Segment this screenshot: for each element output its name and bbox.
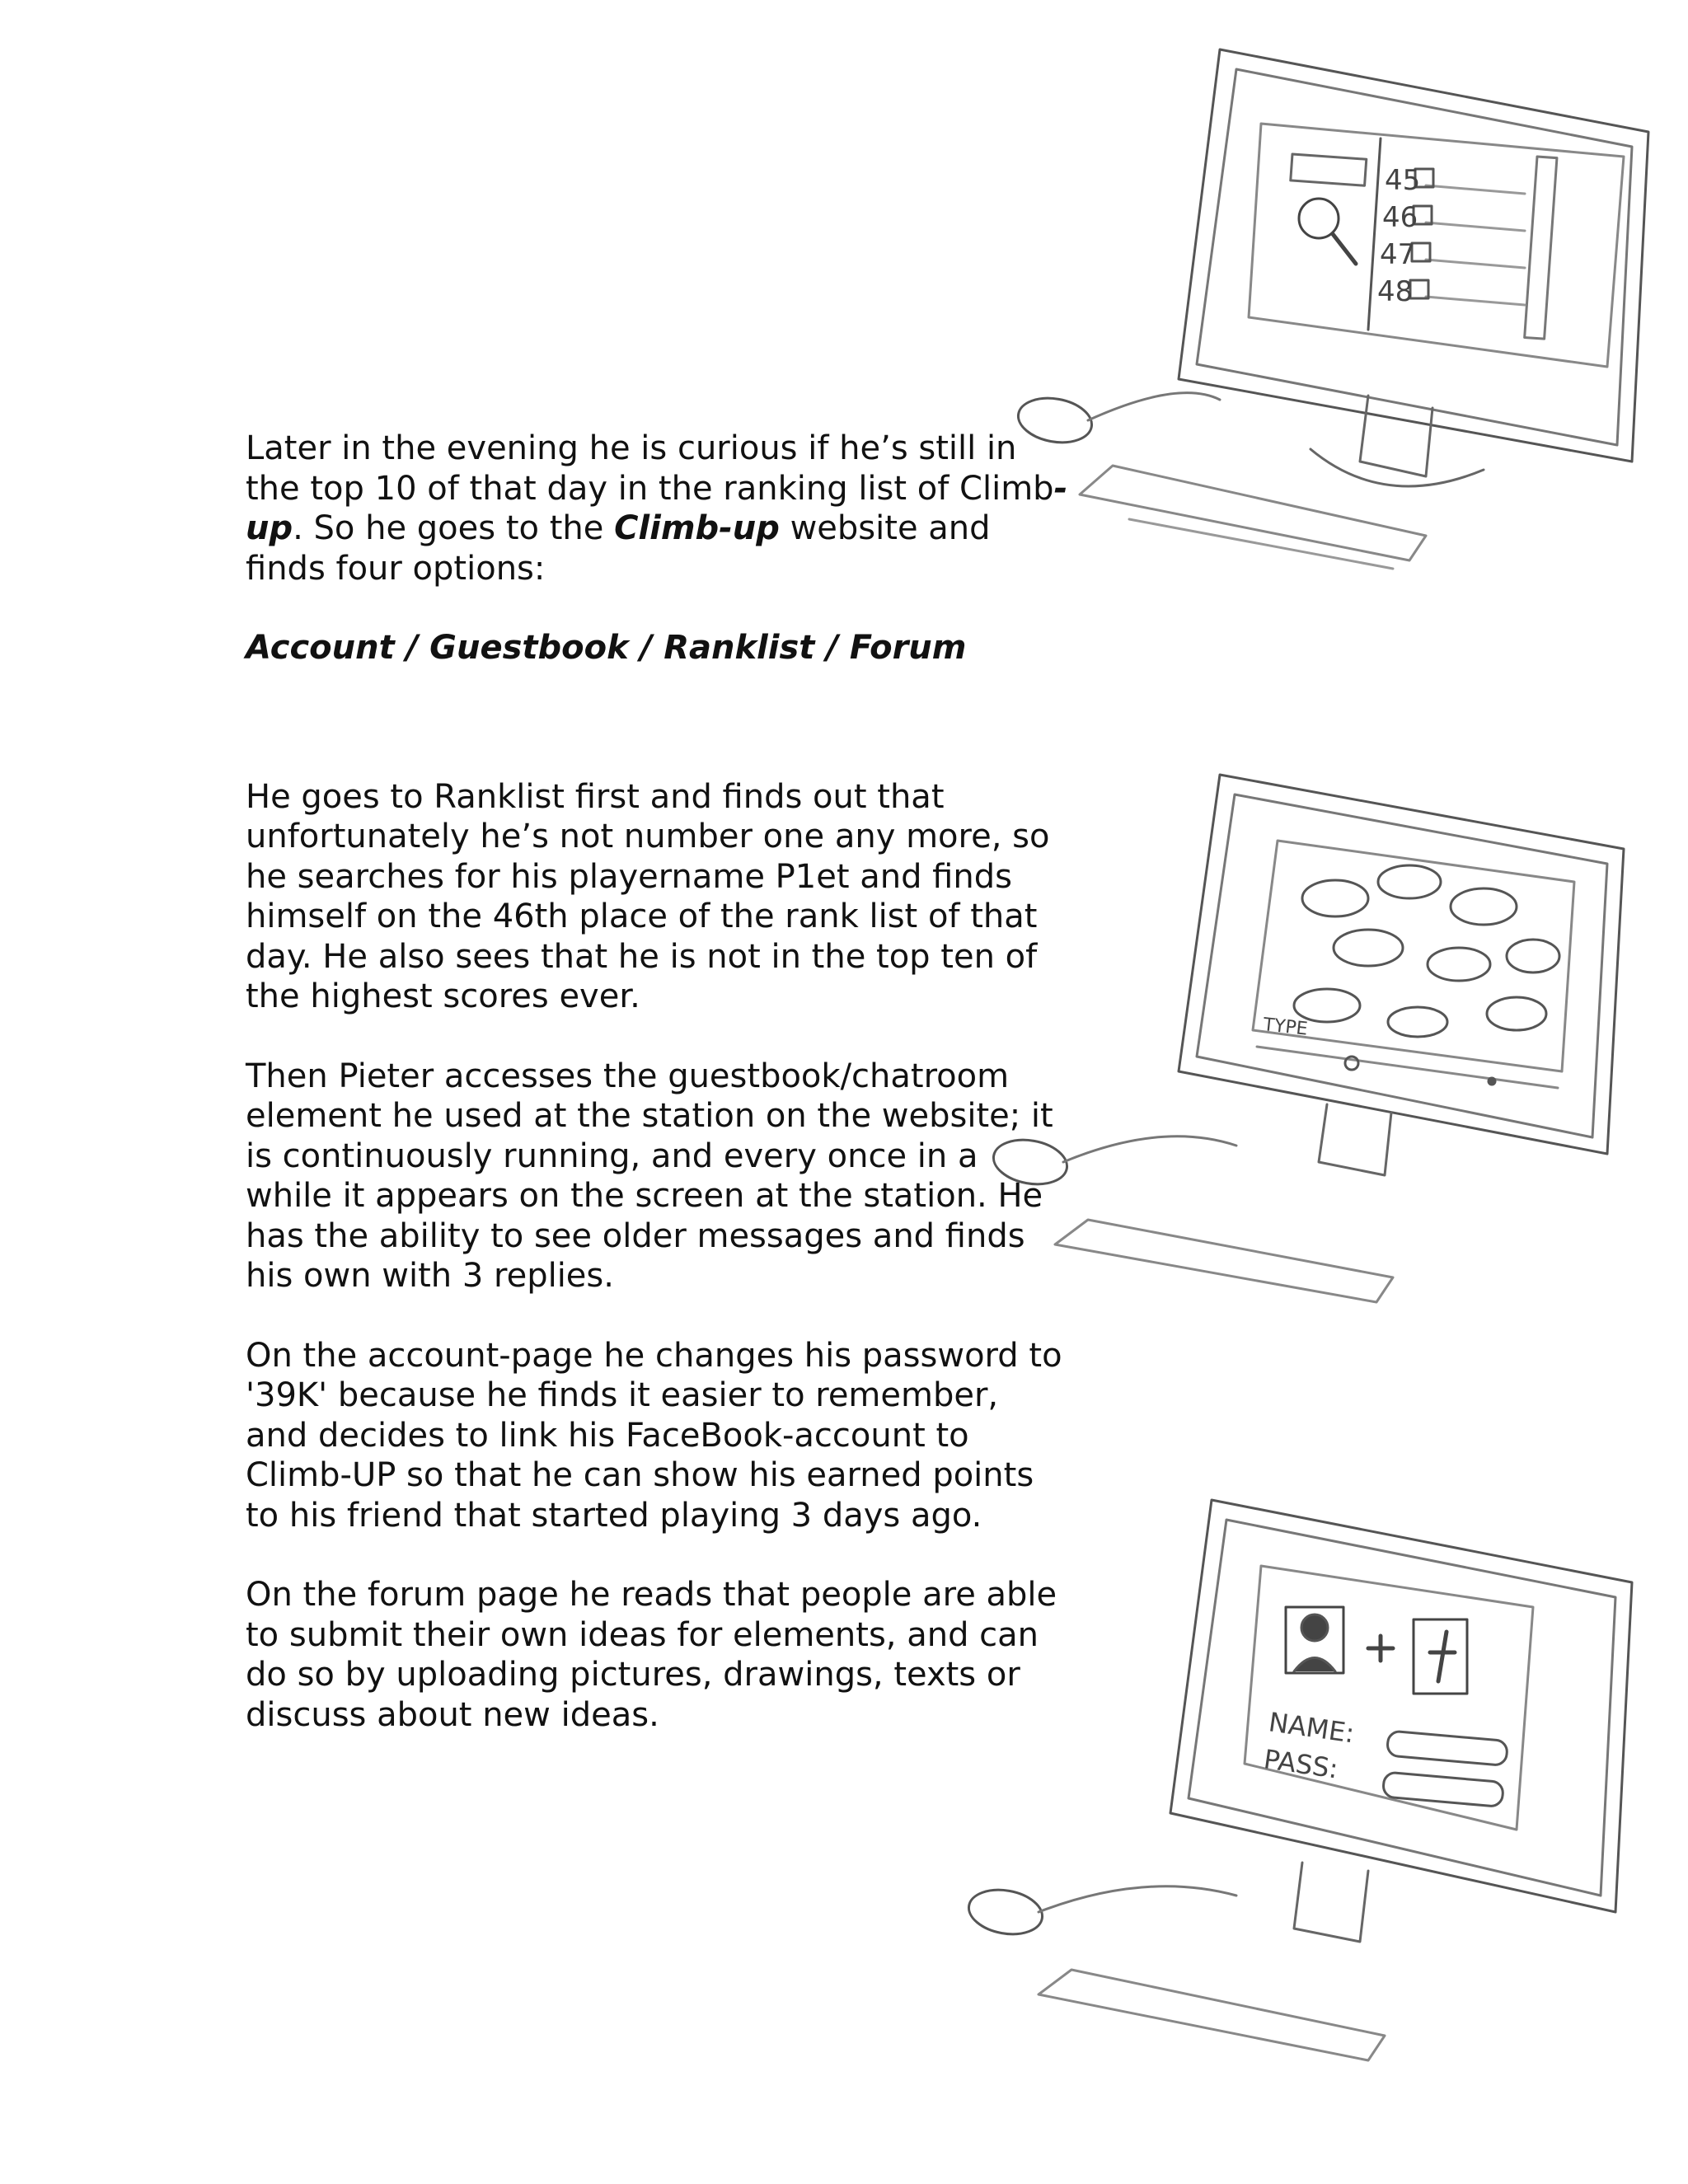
keyboard xyxy=(1055,1220,1393,1302)
pass-label: PASS: xyxy=(1261,1743,1340,1785)
sketch-account-computer xyxy=(964,1483,1640,2077)
paragraph-ranklist: He goes to Ranklist first and finds out that unfortunately he’s not number one any more, so he searches for his playername P1et and finds himself on the 46th place of the rank list of that day. He also sees that he is not in the top ten of the highest scores ever. xyxy=(246,777,1050,1015)
paragraph-guestbook: Then Pieter accesses the guestbook/chatroom element he used at the station on the website; it is continuously running, and every once in a while it appears on the screen at the station. He has the ability to see older messages and finds his own with 3 replies. xyxy=(246,1057,1053,1295)
intro-text-2: . So he goes to the xyxy=(293,509,615,547)
mouse xyxy=(1015,393,1095,448)
rank-48: 48 xyxy=(1377,275,1414,308)
rank-46: 46 xyxy=(1382,201,1418,234)
sketch-chat-computer xyxy=(981,758,1640,1319)
intro-emphasis-climb-up: Climb-up xyxy=(614,509,780,547)
sketch-ranklist-computer xyxy=(997,33,1657,593)
monitor-frame xyxy=(1170,1500,1632,1912)
keyboard xyxy=(1039,1970,1385,2060)
name-label: NAME: xyxy=(1266,1706,1357,1750)
website-options: Account / Guestbook / Ranklist / Forum xyxy=(246,629,967,667)
mouse xyxy=(990,1135,1071,1190)
intro-text-3: website and finds four options: xyxy=(246,509,991,588)
name-field xyxy=(1386,1731,1507,1766)
rank-47: 47 xyxy=(1380,238,1416,271)
chat-bubble xyxy=(1302,880,1368,916)
mouse xyxy=(965,1885,1046,1940)
intro-text-1: Later in the evening he is curious if he’s still in the top 10 of that day in the ranking list of Climb xyxy=(246,429,1054,508)
rank-45: 45 xyxy=(1385,164,1421,197)
paragraph-account: On the account-page he changes his password to '39K' because he finds it easier to remember, and decides to link his FaceBook-account to Climb-UP so that he can show his earned points to his friend that started playing 3 days ago. xyxy=(246,1336,1062,1535)
intro-emphasis-up: -up xyxy=(246,469,1068,547)
paragraph-forum: On the forum page he reads that people are able to submit their own ideas for elements, and can do so by uploading pictures, drawings, texts or discuss about new ideas. xyxy=(246,1576,1057,1734)
story-text xyxy=(246,429,1070,1774)
chat-type-label: TYPE xyxy=(1262,1015,1309,1040)
keyboard xyxy=(1080,466,1426,560)
paragraph-intro xyxy=(246,429,1070,588)
